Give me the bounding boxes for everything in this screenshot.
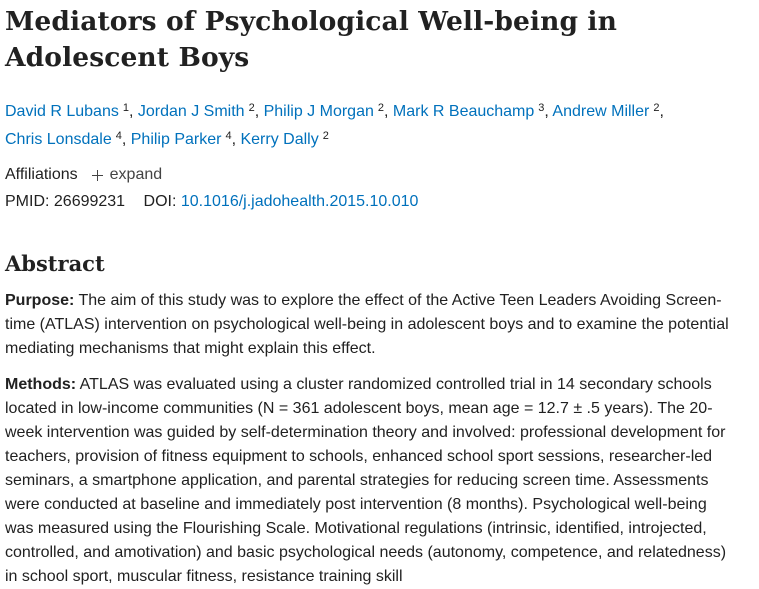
- author-link[interactable]: Jordan J Smith: [137, 103, 245, 120]
- author-link[interactable]: David R Lubans: [5, 103, 119, 120]
- methods-text: ATLAS was evaluated using a cluster randomized controlled trial in 14 secondary schools located in low-income communities (N = 361 adolescent boys, mean age = 12.7 ± .5 years). The 20-week intervention was guided by self-determination theory and involved: professional development for teachers, provision of fitness equipment to schools, enhanced school sport sessions, researcher-led seminars, a smartphone application, and parental strategies for reducing screen time. Assessments were conducted at baseline and immediately post intervention (8 months). Psychological well-being was measured using the Flourishing Scale. Motivational regulations (intrinsic, identified, introjected, controlled, and amotivation) and basic psychological needs (autonomy, competence, and relatedness) in school sport, muscular fitness, resistance training skill: [5, 376, 727, 585]
- affiliation-number[interactable]: 1: [122, 102, 129, 114]
- author-list: David R Lubans $^1$, Jordan J Smith $^2$, Philip J Morgan $^2$, Mark R Beauchamp $^3$, Andrew Miller $^2$, Chris Lonsdale $^4$, Philip Parker $^4$, Kerry Dally $^2$: [5, 102, 664, 148]
- affiliation-number[interactable]: 2: [653, 102, 660, 114]
- author-link[interactable]: Chris Lonsdale: [5, 131, 112, 148]
- author-link[interactable]: Philip Parker: [130, 131, 222, 148]
- affiliation-number[interactable]: 4: [115, 130, 122, 142]
- affiliation-number[interactable]: 2: [248, 102, 255, 114]
- affiliation-number[interactable]: 3: [538, 102, 545, 114]
- author-item: [393, 103, 545, 120]
- expand-label: expand: [109, 166, 163, 183]
- author-item: [240, 131, 328, 148]
- affiliation-number[interactable]: 2: [377, 102, 384, 114]
- methods-label: Methods:: [5, 376, 77, 393]
- author-link[interactable]: Philip J Morgan: [263, 103, 374, 120]
- abstract-methods: [5, 373, 735, 589]
- abstract-heading: Abstract: [5, 251, 105, 276]
- author-item: [131, 131, 232, 148]
- author-link[interactable]: Kerry Dally: [240, 131, 319, 148]
- purpose-text: The aim of this study was to explore the effect of the Active Teen Leaders Avoiding Screen-time (ATLAS) intervention on psychological well-being in adolescent boys and to examine the potential mediating mechanisms that might explain this effect.: [5, 292, 729, 357]
- pmid: PMID: 26699231: [5, 193, 126, 210]
- doi-link[interactable]: 10.1016/j.jadohealth.2015.10.010: [180, 193, 419, 210]
- affiliation-number[interactable]: 2: [322, 130, 329, 142]
- identifiers-row: [5, 191, 735, 213]
- author-link[interactable]: Mark R Beauchamp: [392, 103, 535, 120]
- author-item: [5, 131, 122, 148]
- author-item: [264, 103, 384, 120]
- author-item: [5, 103, 129, 120]
- author-link[interactable]: Andrew Miller: [552, 103, 650, 120]
- affiliations-row: [5, 164, 735, 186]
- plus-icon: [92, 170, 103, 181]
- expand-affiliations-button[interactable]: [92, 164, 163, 186]
- article-page: [5, 0, 735, 589]
- author-item: [138, 103, 255, 120]
- purpose-label: Purpose:: [5, 292, 75, 309]
- affiliations-label: Affiliations: [5, 166, 78, 183]
- doi-label: DOI:: [143, 193, 177, 210]
- abstract-purpose: [5, 289, 735, 361]
- author-item: [552, 103, 659, 120]
- affiliation-number[interactable]: 4: [225, 130, 232, 142]
- article-title: Mediators of Psychological Well-being in Adolescent Boys: [5, 6, 617, 73]
